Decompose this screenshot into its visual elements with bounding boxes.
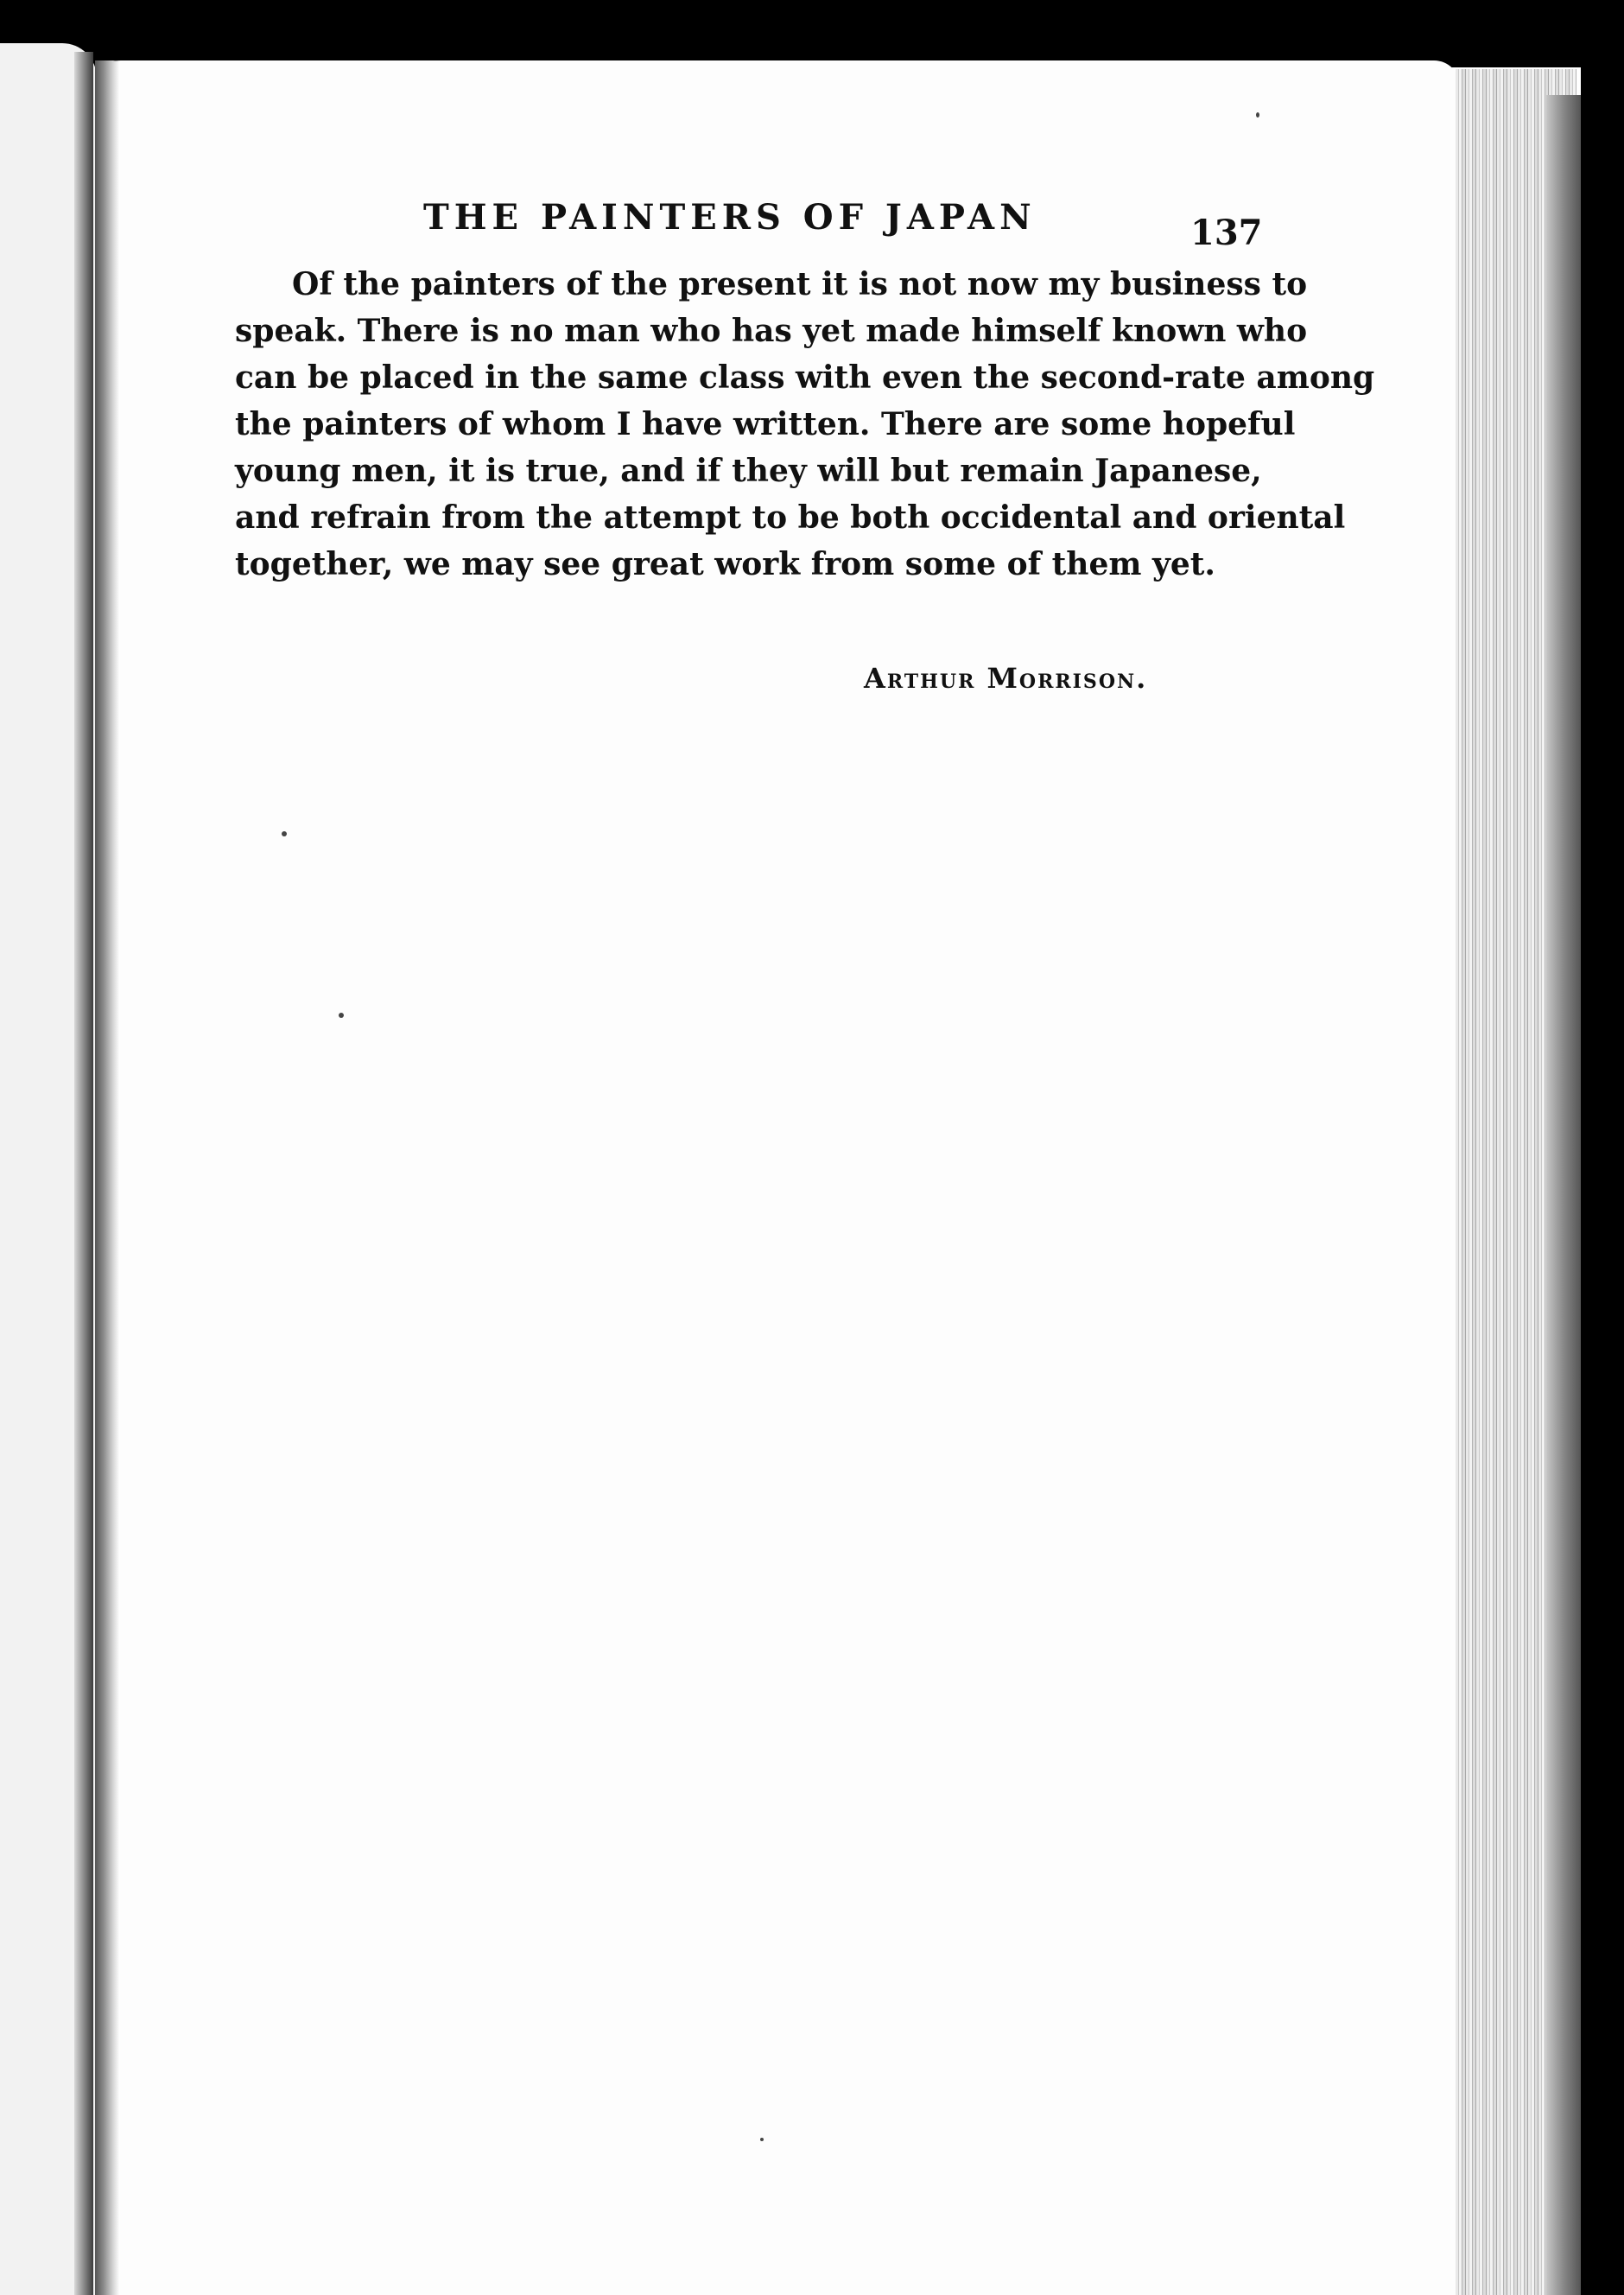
scanner-background-top [0,0,1624,67]
text-line: the painters of whom I have written. There are some hopeful [235,406,1296,442]
text-line: and refrain from the attempt to be both occidental and oriental [235,499,1346,536]
running-head: THE PAINTERS OF JAPAN [423,197,1037,238]
book-edge-shade [1546,95,1581,2295]
text-line: together, we may see great work from some of them yet. [235,546,1215,582]
text-line: young men, it is true, and if they will but remain Japanese, [235,453,1262,489]
dust-speck [339,1013,344,1018]
page-number: 137 [1190,213,1263,253]
author-signature: Arthur Morrison. [864,662,1148,695]
text-line: can be placed in the same class with even the second-rate among [235,359,1375,396]
body-paragraph [235,261,1375,588]
dust-speck [282,831,287,836]
text-line: speak. There is no man who has yet made himself known who [235,313,1308,349]
gutter-shadow [95,60,119,2295]
spine-shadow-left [74,52,93,2295]
dust-speck [760,2138,764,2141]
scanner-background-right [1581,0,1624,2295]
dust-speck [1256,112,1259,118]
text-line: Of the painters of the present it is not now my business to [292,266,1308,302]
